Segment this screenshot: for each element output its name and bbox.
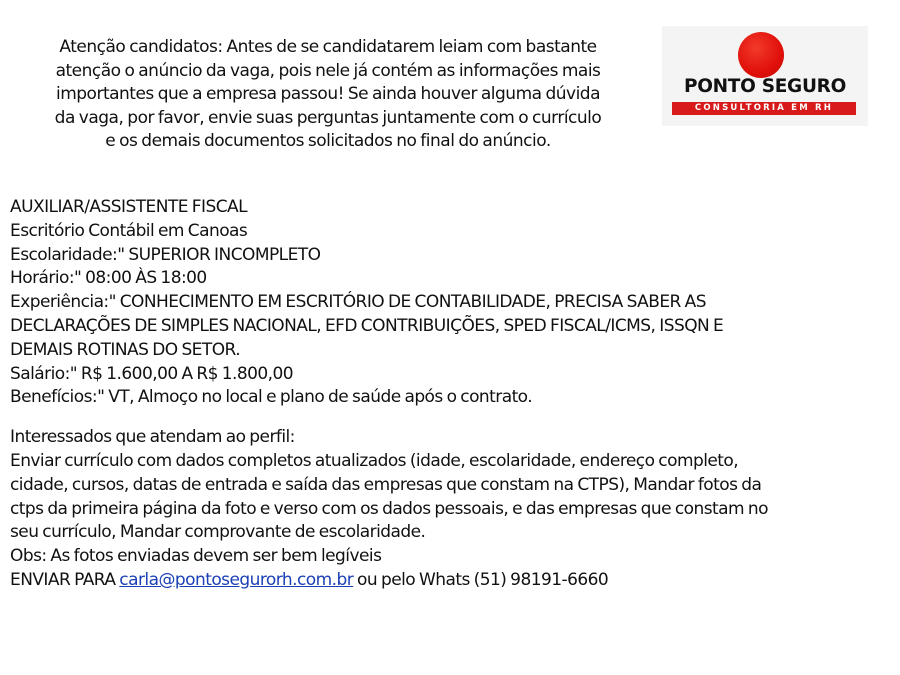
logo-tagline: CONSULTORIA EM RH <box>672 102 856 115</box>
apply-instruction-line: ctps da primeira página da foto e verso com os dados pessoais, e das empresas que constam no <box>10 498 768 519</box>
notice-line: atenção o anúncio da vaga, pois nele já contém as informações mais <box>55 60 601 81</box>
job-title: AUXILIAR/ASSISTENTE FISCAL <box>10 197 248 217</box>
notice-line: da vaga, por favor, envie suas perguntas juntamente com o currículo <box>54 107 602 128</box>
apply-note: Obs: As fotos enviadas devem ser bem legíveis <box>10 546 382 567</box>
apply-heading: Interessados que atendam ao perfil: <box>10 427 295 448</box>
candidate-notice <box>10 36 646 154</box>
send-prefix: ENVIAR PARA <box>10 569 120 590</box>
job-education: Escolaridade:" SUPERIOR INCOMPLETO <box>10 244 321 265</box>
job-experience-line: Experiência:" CONHECIMENTO EM ESCRITÓRIO DE CONTABILIDADE, PRECISA SABER AS <box>10 292 706 313</box>
job-company: Escritório Contábil em Canoas <box>10 220 248 241</box>
apply-instruction-line: Enviar currículo com dados completos atualizados (idade, escolaridade, endereço completo, <box>10 450 739 471</box>
apply-instruction-line: seu currículo, Mandar comprovante de escolaridade. <box>10 522 426 543</box>
logo-name: PONTO SEGURO <box>683 76 847 97</box>
apply-instruction-line: cidade, cursos, datas de entrada e saída das empresas que constam na CTPS), Mandar fotos da <box>10 474 762 495</box>
red-circle-icon <box>738 32 784 78</box>
email-link[interactable]: carla@pontosegurorh.com.br <box>119 569 354 590</box>
job-experience-line: DEMAIS ROTINAS DO SETOR. <box>10 339 241 360</box>
job-hours: Horário:" 08:00 ÀS 18:00 <box>10 268 207 289</box>
notice-line: Atenção candidatos: Antes de se candidatarem leiam com bastante <box>59 37 597 57</box>
job-posting <box>10 196 894 593</box>
notice-line: importantes que a empresa passou! Se ainda houver alguma dúvida <box>55 84 601 104</box>
ponto-seguro-logo <box>662 26 868 126</box>
job-experience-line: DECLARAÇÕES DE SIMPLES NACIONAL, EFD CONTRIBUIÇÕES, SPED FISCAL/ICMS, ISSQN E <box>10 315 724 336</box>
job-benefits: Benefícios:" VT, Almoço no local e plano de saúde após o contrato. <box>10 387 533 408</box>
job-salary: Salário:" R$ 1.600,00 A R$ 1.800,00 <box>10 363 294 384</box>
notice-line: e os demais documentos solicitados no final do anúncio. <box>105 131 551 151</box>
send-suffix: ou pelo Whats (51) 98191-6660 <box>353 569 609 590</box>
section-spacer <box>10 410 894 426</box>
apply-send-line <box>10 569 894 593</box>
